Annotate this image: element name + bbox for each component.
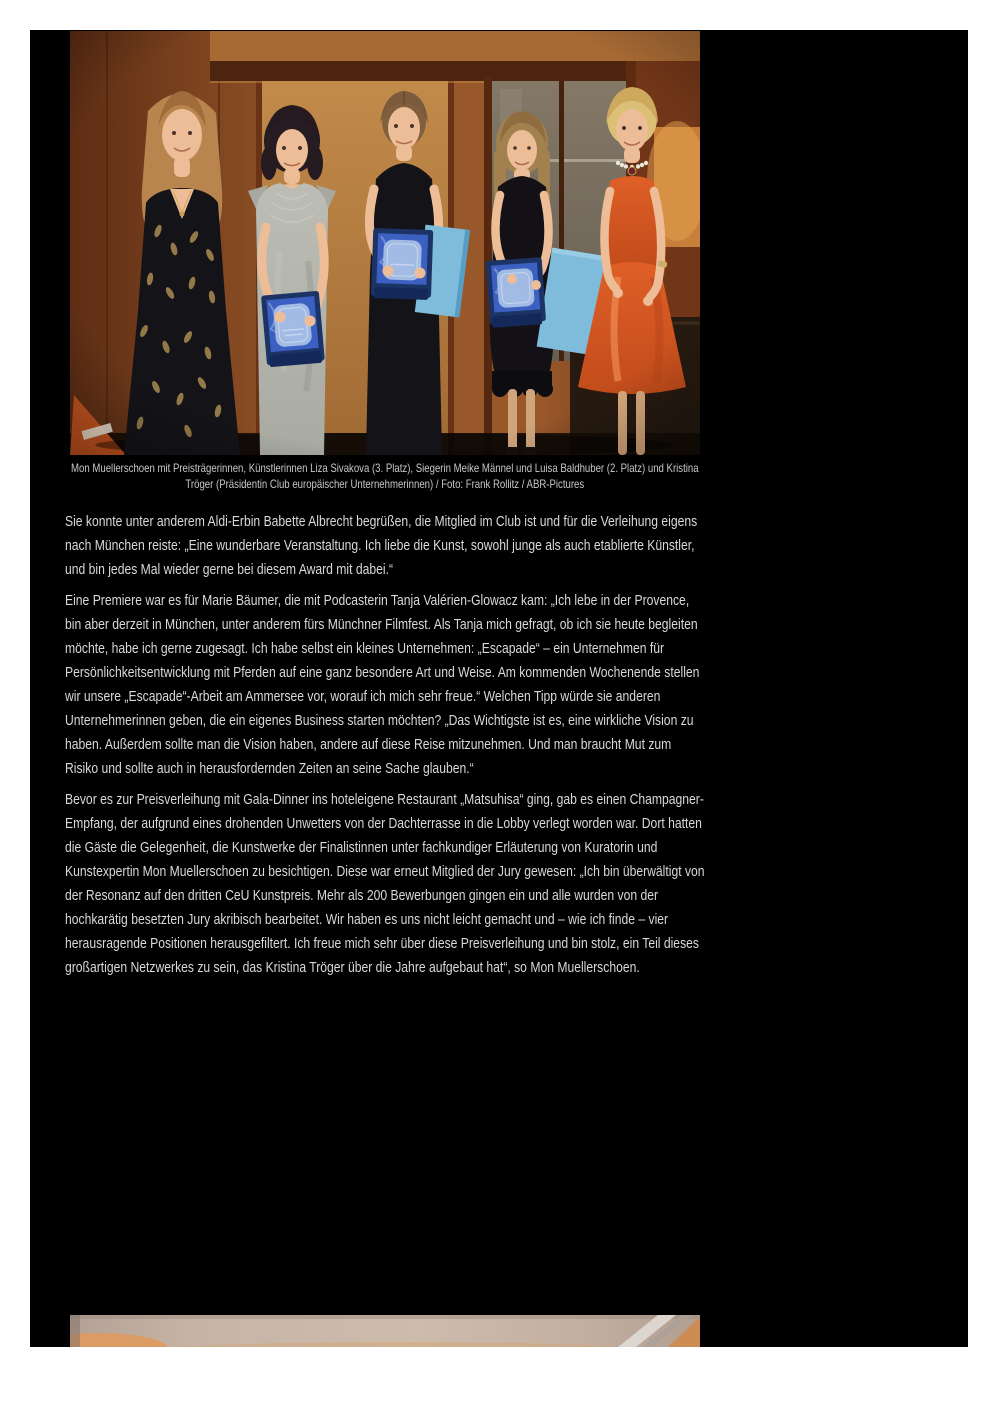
photo-caption: Mon Muellerschoen mit Preisträgerinnen, Künstlerinnen Liza Sivakova (3. Platz), Siegerin Meike Männel und Luisa Baldhuber (2. Platz) und Kristina Tröger (Präsidentin Club europäischer Unternehmerinnen) / Foto: Frank Rollitz / ABR-Pictures (71, 461, 699, 491)
article-body (65, 510, 705, 980)
article-surface (30, 30, 968, 1347)
article-paragraph: Eine Premiere war es für Marie Bäumer, die mit Podcasterin Tanja Valérien-Glowacz kam: „Ich lebe in der Provence, bin aber derzeit in München, unter anderem fürs Münchner Filmfest. Als Tanja mich gefragt, ob ich sie heute begleiten möchte, habe ich gerne zugesagt. Ich habe selbst ein kleines Unternehmen: „Escapade“ – ein Unternehmen für Persönlichkeitsentwicklung mit Pferden auf eine ganz besondere Art und Weise. Am kommenden Wochenende stellen wir unsere „Escapade“-Arbeit am Ammersee vor, worauf ich mich sehr freue.“ Welchen Tipp würde sie anderen Unternehmerinnen geben, die ein eigenes Business starten möchten? „Das Wichtigste ist es, eine wirkliche Vision zu haben. Außerdem sollte man die Vision haben, andere auf diese Reise mitzunehmen. Und man braucht Mut zum Risiko und sollte auch in herausfordernden Zeiten an seine Sache glauben.“ (65, 592, 700, 777)
article-body-area (65, 510, 705, 987)
photo-caption-area (70, 460, 700, 492)
next-photo-preview-art (70, 1315, 700, 1347)
article-paragraph: Sie konnte unter anderem Aldi-Erbin Babette Albrecht begrüßen, die Mitglied im Club ist und für die Verleihung eigens nach München reiste: „Eine wunderbare Veranstaltung. Ich liebe die Kunst, sowohl junge als auch etablierte Künstler, und bin jedes Mal wieder gerne bei diesem Award mit dabei.“ (65, 513, 698, 578)
next-photo-preview (70, 1315, 700, 1347)
article-paragraph: Bevor es zur Preisverleihung mit Gala-Dinner ins hoteleigene Restaurant „Matsuhisa“ ging, gab es einen Champagner-Empfang, der aufgrund eines drohenden Unwetters von der Dachterrasse in die Lobby verlegt worden war. Dort hatten die Gäste die Gelegenheit, die Kunstwerke der Finalistinnen unter fachkundiger Erläuterung von Kuratorin und Kunstexpertin Mon Muellerschoen zu besichtigen. Diese war erneut Mitglied der Jury gewesen: „Ich bin überwältigt von der Resonanz auf den dritten CeU Kunstpreis. Mehr als 200 Bewerbungen gingen ein und alle wurden von der hochkarätig besetzten Jury akribisch bearbeitet. Wir haben es uns nicht leicht gemacht und – wie ich finde – vier herausragende Positionen herausgefiltert. Ich freue mich sehr über diese Preisverleihung und bin stolz, ein Teil dieses großartigen Netzwerkes zu sein, das Kristina Tröger über die Jahre aufgebaut hat“, so Mon Muellerschoen. (65, 791, 705, 976)
award-ceremony-photo-art (70, 31, 700, 455)
award-ceremony-photo (70, 31, 700, 455)
